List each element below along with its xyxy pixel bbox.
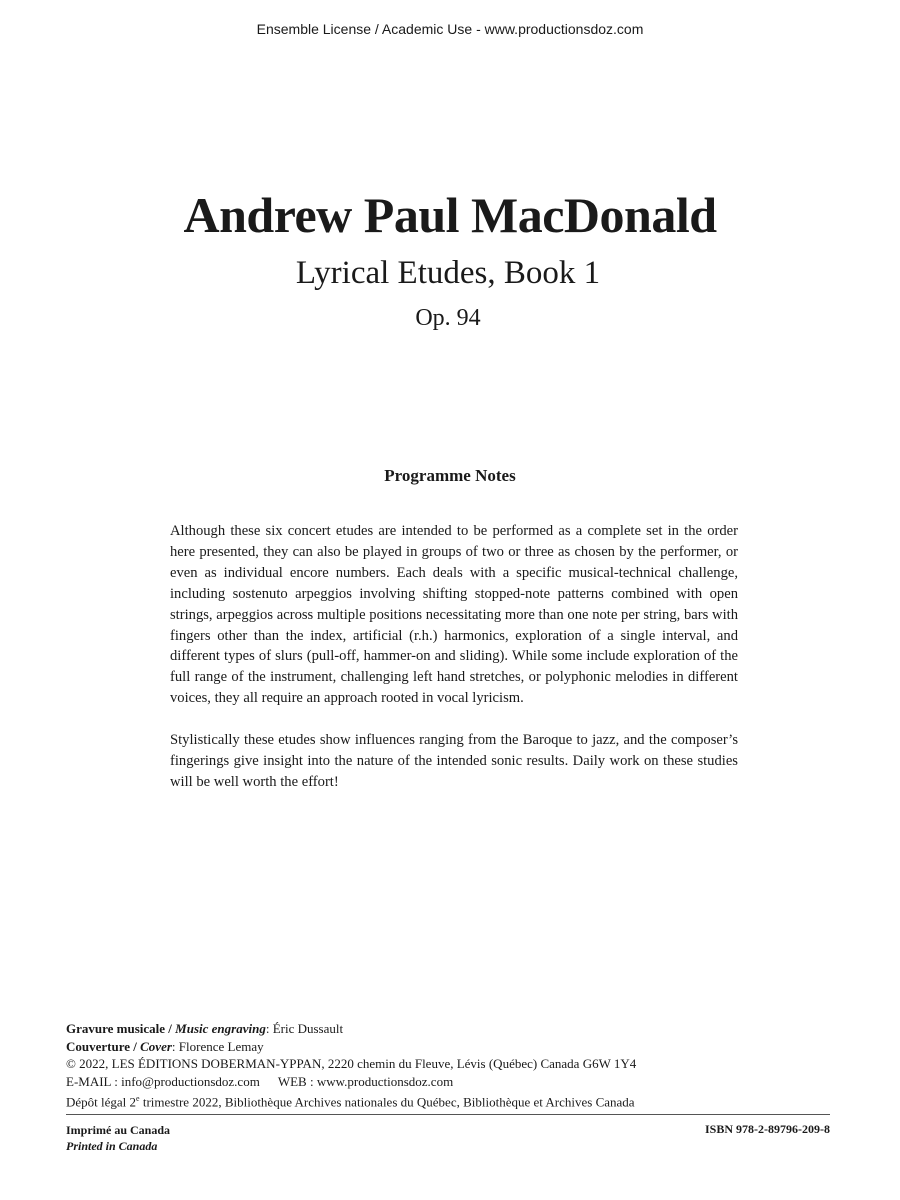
copyright-line: © 2022, LES ÉDITIONS DOBERMAN-YPPAN, 2220 chemin du Fleuve, Lévis (Québec) Canada G6W 1Y4 <box>66 1056 637 1072</box>
composer-name: Andrew Paul MacDonald <box>183 187 717 243</box>
legal-deposit-rest: trimestre 2022, Bibliothèque Archives nationales du Québec, Bibliothèque et Archives Canada <box>139 1094 635 1110</box>
cover-credit <box>66 1038 846 1056</box>
isbn-number: ISBN 978-2-89796-209-8 <box>705 1122 830 1136</box>
programme-notes-heading: Programme Notes <box>384 466 516 485</box>
engraving-label-fr: Gravure musicale / <box>66 1021 172 1036</box>
imprint-block <box>66 1122 170 1154</box>
cover-label-fr: Couverture / <box>66 1038 137 1054</box>
license-banner: Ensemble License / Academic Use - www.productionsdoz.com <box>256 21 644 37</box>
work-title: Lyrical Etudes, Book 1 <box>295 255 601 291</box>
legal-deposit-line <box>66 1090 846 1111</box>
cover-name: : Florence Lemay <box>171 1038 264 1054</box>
cover-label-en: Cover <box>140 1038 172 1054</box>
engraving-label-en: Music engraving <box>175 1021 266 1036</box>
engraving-credit <box>66 1020 846 1038</box>
contact-line <box>66 1073 846 1091</box>
footer-divider <box>66 1114 830 1115</box>
notes-paragraph: Stylistically these etudes show influences ranging from the Baroque to jazz, and the composer’s fingerings give insight into the nature of the intended sonic results. Daily work on these studies will be well worth the effort! <box>170 732 738 790</box>
email-address[interactable]: E-MAIL : info@productionsdoz.com <box>66 1073 260 1089</box>
programme-notes-body <box>170 521 738 814</box>
engraving-name: : Éric Dussault <box>265 1021 344 1036</box>
legal-deposit-sup: e <box>136 1094 140 1104</box>
printed-en: Printed in Canada <box>66 1139 158 1153</box>
legal-deposit-prefix: Dépôt légal 2 <box>66 1094 137 1110</box>
website-link[interactable]: WEB : www.productionsdoz.com <box>277 1073 454 1089</box>
notes-paragraph: Although these six concert etudes are intended to be performed as a complete set in the order here presented, they can also be played in groups of two or three as chosen by the performer, or even as individual encore numbers. Each deals with a specific musical-technical challenge, including sostenuto arpeggios involving shifting stopped-note patterns combined with open strings, arpeggios across multiple positions necessitating more than one note per string, bars with fingers other than the index, artificial (r.h.) harmonics, exploration of a single interval, and different types of slurs (pull-off, hammer-on and sliding). While some include exploration of the full range of the instrument, challenging left hand stretches, or polyphonic melodies in different voices, they all require an approach rooted in vocal lyricism. <box>170 523 738 707</box>
opus-number: Op. 94 <box>415 305 481 331</box>
printed-fr: Imprimé au Canada <box>66 1123 171 1137</box>
credits-block <box>66 1020 846 1111</box>
